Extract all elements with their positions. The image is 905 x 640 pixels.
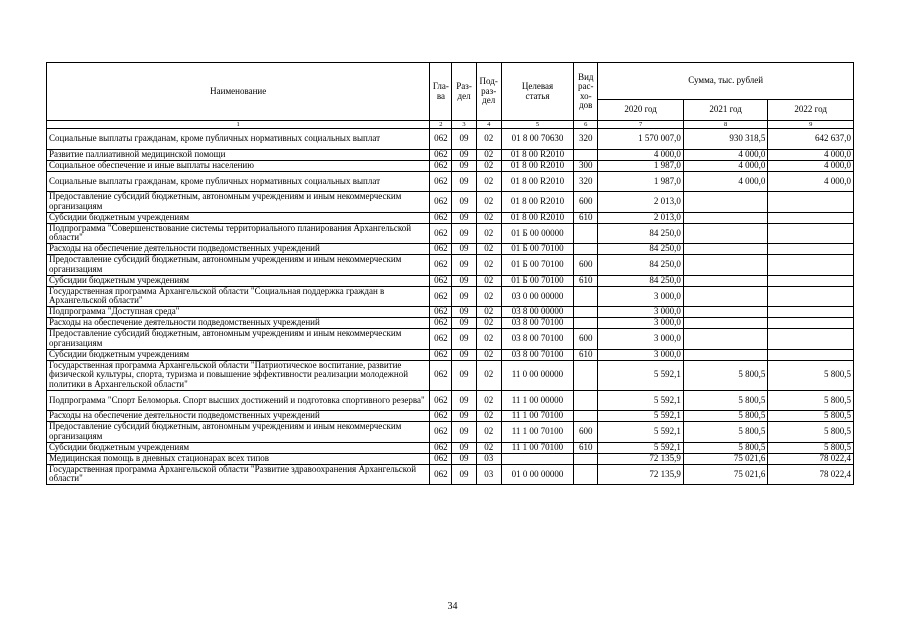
vid-cell [574,390,598,411]
row-name-cell: Государственная программа Архангельской области "Развитие здравоохранения Архангельской области" [47,464,430,485]
amount-2020-cell: 2 013,0 [598,192,684,213]
header-sum: Сумма, тыс. рублей [598,63,854,100]
glava-cell: 062 [430,318,452,329]
row-name-cell: Социальные выплаты гражданам, кроме публичных нормативных социальных выплат [47,171,430,192]
target-cell: 01 Б 00 70100 [501,275,573,286]
glava-cell: 062 [430,411,452,422]
amount-2020-cell: 5 592,1 [598,442,684,453]
podrazdel-cell: 02 [476,349,501,360]
target-cell: 01 8 00 R2010 [501,149,573,160]
vid-cell: 610 [574,349,598,360]
row-name-cell: Субсидии бюджетным учреждениям [47,442,430,453]
vid-cell: 610 [574,212,598,223]
podrazdel-cell: 03 [476,464,501,485]
amount-2022-cell [768,255,854,276]
row-name-cell: Подпрограмма "Спорт Беломорья. Спорт высших достижений и подготовка спортивного резерва" [47,390,430,411]
vid-cell: 320 [574,171,598,192]
target-cell: 11 1 00 70100 [501,411,573,422]
amount-2020-cell: 1 987,0 [598,160,684,171]
header-name: Наименование [47,63,430,121]
row-name-cell: Государственная программа Архангельской области "Социальная поддержка граждан в Архангельской области" [47,286,430,307]
target-cell: 03 8 00 70100 [501,318,573,329]
row-name-cell: Предоставление субсидий бюджетным, автономным учреждениям и иным некоммерческим организациям [47,422,430,443]
razdel-cell: 09 [452,442,476,453]
header-2020: 2020 год [598,100,684,121]
amount-2022-cell: 5 800,5 [768,442,854,453]
razdel-cell: 09 [452,329,476,350]
target-cell: 11 0 00 00000 [501,360,573,390]
glava-cell: 062 [430,244,452,255]
vid-cell: 600 [574,255,598,276]
amount-2020-cell: 5 592,1 [598,360,684,390]
vid-cell [574,244,598,255]
vid-cell [574,223,598,244]
razdel-cell: 09 [452,318,476,329]
glava-cell: 062 [430,329,452,350]
target-cell: 11 1 00 70100 [501,422,573,443]
amount-2021-cell [683,223,768,244]
amount-2021-cell: 930 318,5 [683,129,768,150]
vid-cell [574,464,598,485]
amount-2021-cell: 4 000,0 [683,160,768,171]
glava-cell: 062 [430,422,452,443]
vid-cell: 600 [574,329,598,350]
target-cell: 11 1 00 00000 [501,390,573,411]
row-name-cell: Медицинская помощь в дневных стационарах всех типов [47,453,430,464]
amount-2021-cell: 5 800,5 [683,411,768,422]
row-name-cell: Государственная программа Архангельской области "Патриотическое воспитание, развитие физической культуры, спорта, туризма и повышение эффективности реализации молодежной политики в Архангельской области" [47,360,430,390]
podrazdel-cell: 02 [476,223,501,244]
amount-2020-cell: 3 000,0 [598,307,684,318]
amount-2022-cell: 4 000,0 [768,160,854,171]
amount-2022-cell [768,223,854,244]
podrazdel-cell: 02 [476,390,501,411]
target-cell [501,453,573,464]
podrazdel-cell: 02 [476,318,501,329]
amount-2022-cell: 78 022,4 [768,464,854,485]
target-cell: 01 8 00 R2010 [501,212,573,223]
row-name-cell: Расходы на обеспечение деятельности подведомственных учреждений [47,411,430,422]
amount-2021-cell [683,244,768,255]
table-row [47,349,854,360]
amount-2020-cell: 1 570 007,0 [598,129,684,150]
table-row [47,307,854,318]
table-row [47,464,854,485]
vid-cell [574,307,598,318]
row-name-cell: Предоставление субсидий бюджетным, автономным учреждениям и иным некоммерческим организациям [47,192,430,213]
target-cell: 01 8 00 70630 [501,129,573,150]
table-row [47,160,854,171]
podrazdel-cell: 02 [476,442,501,453]
glava-cell: 062 [430,192,452,213]
razdel-cell: 09 [452,192,476,213]
glava-cell: 062 [430,171,452,192]
table-row [47,192,854,213]
row-name-cell: Субсидии бюджетным учреждениям [47,349,430,360]
row-name-cell: Расходы на обеспечение деятельности подведомственных учреждений [47,244,430,255]
podrazdel-cell: 02 [476,149,501,160]
header-2021: 2021 год [683,100,768,121]
row-name-cell: Подпрограмма "Совершенствование системы территориального планирования Архангельской области" [47,223,430,244]
vid-cell: 600 [574,422,598,443]
vid-cell [574,318,598,329]
glava-cell: 062 [430,360,452,390]
table-row [47,171,854,192]
razdel-cell: 09 [452,149,476,160]
target-cell: 01 8 00 R2010 [501,160,573,171]
podrazdel-cell: 02 [476,286,501,307]
podrazdel-cell: 02 [476,422,501,443]
row-name-cell: Подпрограмма "Доступная среда" [47,307,430,318]
vid-cell [574,286,598,307]
amount-2020-cell: 5 592,1 [598,422,684,443]
razdel-cell: 09 [452,411,476,422]
razdel-cell: 09 [452,275,476,286]
table-row [47,129,854,150]
podrazdel-cell: 03 [476,453,501,464]
row-name-cell: Развитие паллиативной медицинской помощи [47,149,430,160]
amount-2021-cell [683,192,768,213]
razdel-cell: 09 [452,129,476,150]
razdel-cell: 09 [452,422,476,443]
amount-2022-cell: 642 637,0 [768,129,854,150]
glava-cell: 062 [430,275,452,286]
column-number-row [47,121,854,129]
amount-2021-cell [683,212,768,223]
glava-cell: 062 [430,390,452,411]
target-cell: 01 0 00 00000 [501,464,573,485]
glava-cell: 062 [430,307,452,318]
podrazdel-cell: 02 [476,244,501,255]
table-row [47,411,854,422]
amount-2022-cell [768,349,854,360]
vid-cell [574,411,598,422]
column-number: 1 [47,121,430,129]
header-2022: 2022 год [768,100,854,121]
table-row [47,390,854,411]
target-cell: 01 8 00 R2010 [501,192,573,213]
razdel-cell: 09 [452,255,476,276]
target-cell: 03 8 00 70100 [501,349,573,360]
amount-2021-cell: 5 800,5 [683,442,768,453]
target-cell: 01 Б 00 00000 [501,223,573,244]
page-number: 34 [447,601,458,612]
podrazdel-cell: 02 [476,160,501,171]
amount-2021-cell: 75 021,6 [683,464,768,485]
column-number: 3 [452,121,476,129]
razdel-cell: 09 [452,160,476,171]
amount-2020-cell: 84 250,0 [598,244,684,255]
razdel-cell: 09 [452,390,476,411]
target-cell: 03 8 00 00000 [501,307,573,318]
table-row [47,329,854,350]
vid-cell: 610 [574,275,598,286]
amount-2022-cell: 78 022,4 [768,453,854,464]
target-cell: 03 0 00 00000 [501,286,573,307]
podrazdel-cell: 02 [476,275,501,286]
amount-2020-cell: 4 000,0 [598,149,684,160]
amount-2021-cell: 5 800,5 [683,422,768,443]
amount-2022-cell [768,275,854,286]
amount-2021-cell: 5 800,5 [683,360,768,390]
table-row [47,453,854,464]
podrazdel-cell: 02 [476,171,501,192]
podrazdel-cell: 02 [476,212,501,223]
amount-2020-cell: 5 592,1 [598,390,684,411]
table-row [47,149,854,160]
podrazdel-cell: 02 [476,411,501,422]
podrazdel-cell: 02 [476,307,501,318]
column-number: 9 [768,121,854,129]
amount-2020-cell: 3 000,0 [598,286,684,307]
razdel-cell: 09 [452,223,476,244]
row-name-cell: Расходы на обеспечение деятельности подведомственных учреждений [47,318,430,329]
amount-2022-cell: 5 800,5 [768,411,854,422]
amount-2021-cell [683,318,768,329]
amount-2020-cell: 3 000,0 [598,349,684,360]
razdel-cell: 09 [452,307,476,318]
amount-2021-cell [683,286,768,307]
target-cell: 01 Б 00 70100 [501,255,573,276]
row-name-cell: Социальные выплаты гражданам, кроме публичных нормативных социальных выплат [47,129,430,150]
table-row [47,212,854,223]
glava-cell: 062 [430,223,452,244]
amount-2022-cell: 5 800,5 [768,422,854,443]
razdel-cell: 09 [452,286,476,307]
podrazdel-cell: 02 [476,329,501,350]
glava-cell: 062 [430,453,452,464]
podrazdel-cell: 02 [476,360,501,390]
amount-2022-cell [768,318,854,329]
row-name-cell: Предоставление субсидий бюджетным, автономным учреждениям и иным некоммерческим организациям [47,329,430,350]
glava-cell: 062 [430,160,452,171]
target-cell: 11 1 00 70100 [501,442,573,453]
row-name-cell: Предоставление субсидий бюджетным, автономным учреждениям и иным некоммерческим организациям [47,255,430,276]
amount-2021-cell [683,307,768,318]
amount-2021-cell: 4 000,0 [683,149,768,160]
budget-table [46,62,854,485]
amount-2022-cell: 5 800,5 [768,360,854,390]
amount-2022-cell [768,307,854,318]
vid-cell: 320 [574,129,598,150]
row-name-cell: Субсидии бюджетным учреждениям [47,212,430,223]
amount-2021-cell [683,275,768,286]
amount-2020-cell: 84 250,0 [598,275,684,286]
amount-2022-cell: 5 800,5 [768,390,854,411]
razdel-cell: 09 [452,171,476,192]
amount-2021-cell: 4 000,0 [683,171,768,192]
glava-cell: 062 [430,212,452,223]
table-row [47,244,854,255]
glava-cell: 062 [430,149,452,160]
header-glava: Гла- ва [430,63,452,121]
amount-2020-cell: 3 000,0 [598,329,684,350]
vid-cell: 610 [574,442,598,453]
amount-2022-cell: 4 000,0 [768,171,854,192]
glava-cell: 062 [430,129,452,150]
amount-2020-cell: 72 135,9 [598,453,684,464]
podrazdel-cell: 02 [476,129,501,150]
target-cell: 03 8 00 70100 [501,329,573,350]
table-row [47,286,854,307]
podrazdel-cell: 02 [476,192,501,213]
amount-2020-cell: 72 135,9 [598,464,684,485]
table-row [47,318,854,329]
amount-2020-cell: 84 250,0 [598,255,684,276]
column-number: 6 [574,121,598,129]
razdel-cell: 09 [452,349,476,360]
amount-2022-cell [768,244,854,255]
amount-2021-cell [683,349,768,360]
header-razdel: Раз- дел [452,63,476,121]
target-cell: 01 Б 00 70100 [501,244,573,255]
header-vid: Вид рас- хо- дов [574,63,598,121]
amount-2022-cell [768,212,854,223]
glava-cell: 062 [430,464,452,485]
column-number: 2 [430,121,452,129]
column-number: 5 [501,121,573,129]
vid-cell [574,453,598,464]
razdel-cell: 09 [452,360,476,390]
glava-cell: 062 [430,255,452,276]
column-number: 7 [598,121,684,129]
amount-2020-cell: 5 592,1 [598,411,684,422]
vid-cell [574,360,598,390]
glava-cell: 062 [430,349,452,360]
table-row [47,255,854,276]
column-number: 8 [683,121,768,129]
vid-cell: 300 [574,160,598,171]
amount-2020-cell: 2 013,0 [598,212,684,223]
glava-cell: 062 [430,442,452,453]
amount-2021-cell: 75 021,6 [683,453,768,464]
amount-2021-cell: 5 800,5 [683,390,768,411]
amount-2022-cell [768,286,854,307]
amount-2022-cell [768,329,854,350]
header-podrazdel: Под- раз- дел [476,63,501,121]
table-row [47,360,854,390]
column-number: 4 [476,121,501,129]
table-row [47,275,854,286]
razdel-cell: 09 [452,464,476,485]
amount-2022-cell [768,192,854,213]
amount-2020-cell: 1 987,0 [598,171,684,192]
vid-cell: 600 [574,192,598,213]
table-row [47,442,854,453]
amount-2020-cell: 3 000,0 [598,318,684,329]
table-row [47,422,854,443]
amount-2021-cell [683,329,768,350]
podrazdel-cell: 02 [476,255,501,276]
row-name-cell: Социальное обеспечение и иные выплаты населению [47,160,430,171]
amount-2022-cell: 4 000,0 [768,149,854,160]
razdel-cell: 09 [452,244,476,255]
amount-2021-cell [683,255,768,276]
amount-2020-cell: 84 250,0 [598,223,684,244]
target-cell: 01 8 00 R2010 [501,171,573,192]
razdel-cell: 09 [452,212,476,223]
vid-cell [574,149,598,160]
razdel-cell: 09 [452,453,476,464]
header-target: Целевая статья [501,63,573,121]
table-row [47,223,854,244]
glava-cell: 062 [430,286,452,307]
row-name-cell: Субсидии бюджетным учреждениям [47,275,430,286]
